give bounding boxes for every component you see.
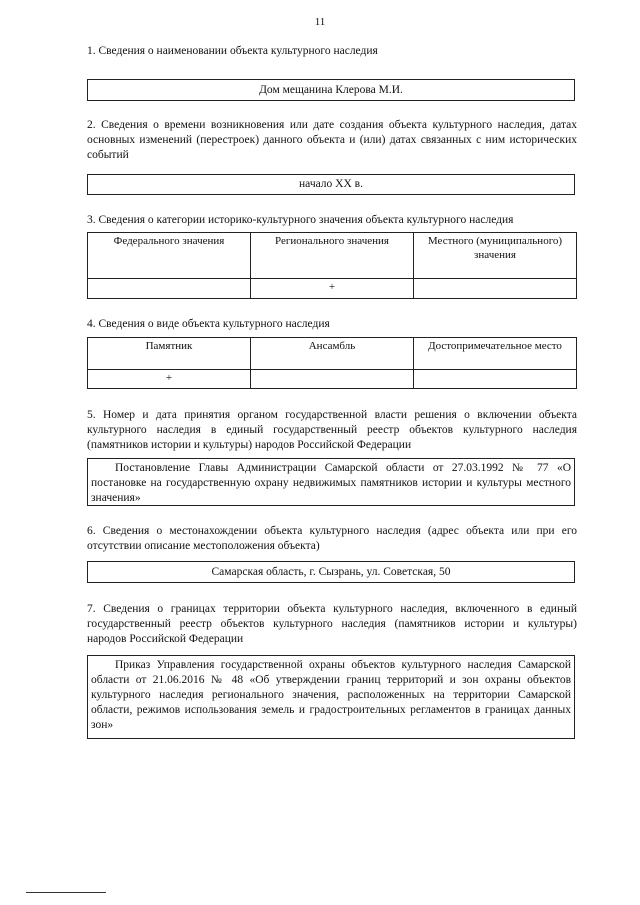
boundary-order-line: области от 21.06.2016 № 48 «Об утверждении границ территорий и зон охраны объектов bbox=[91, 674, 571, 686]
type-mark: + bbox=[88, 370, 251, 389]
object-type-table bbox=[87, 337, 577, 389]
category-mark bbox=[88, 279, 251, 299]
section-7-value-box bbox=[87, 655, 575, 739]
type-mark bbox=[414, 370, 577, 389]
section-6-value-box bbox=[87, 561, 575, 583]
type-column-header: Достопримечательное место bbox=[414, 338, 577, 370]
section-1-heading: 1. Сведения о наименовании объекта культурного наследия bbox=[87, 45, 378, 57]
section-6-heading-line: отсутствии описание местоположения объекта) bbox=[87, 540, 320, 552]
footnote-divider bbox=[26, 892, 106, 893]
section-2-heading bbox=[87, 118, 577, 163]
section-7-heading bbox=[87, 602, 577, 647]
decision-line: постановке на государственную охрану недвижимых памятников истории и культуры местного bbox=[91, 477, 571, 489]
section-2-heading-line: событий bbox=[87, 149, 129, 161]
category-mark bbox=[414, 279, 577, 299]
decision-line: значения» bbox=[91, 492, 141, 504]
section-5-heading-line: 5. Номер и дата принятия органом государственной власти решения о включении объекта bbox=[87, 409, 577, 421]
object-name: Дом мещанина Клерова М.И. bbox=[259, 84, 403, 96]
section-5-heading bbox=[87, 408, 577, 453]
section-7-heading-line: государственный реестр объектов культурного наследия (памятников истории и культуры) bbox=[87, 618, 577, 630]
section-1-value-box bbox=[87, 79, 575, 101]
page-number: 11 bbox=[314, 16, 326, 28]
type-mark bbox=[251, 370, 414, 389]
section-5-heading-line: (памятников истории и культуры) народов Российской Федерации bbox=[87, 439, 412, 451]
category-column-header: Регионального значения bbox=[251, 233, 414, 279]
section-6-heading-line: 6. Сведения о местонахождении объекта культурного наследия (адрес объекта или при его bbox=[87, 525, 577, 537]
section-3-heading: 3. Сведения о категории историко-культурного значения объекта культурного наследия bbox=[87, 214, 514, 226]
category-table bbox=[87, 232, 577, 299]
section-2-heading-line: основных изменений (перестроек) данного объекта и (или) датах связанных с ним исторических bbox=[87, 134, 577, 146]
section-5-value-box bbox=[87, 458, 575, 506]
section-5-heading-line: культурного наследия в единый государственный реестр объектов культурного наследия bbox=[87, 424, 577, 436]
type-column-header: Ансамбль bbox=[251, 338, 414, 370]
boundary-order-line: зон» bbox=[91, 719, 114, 731]
section-6-heading bbox=[87, 524, 577, 554]
category-column-header: Федерального значения bbox=[88, 233, 251, 279]
decision-line: Постановление Главы Администрации Самарской области от 27.03.1992 № 77 «О bbox=[115, 462, 571, 474]
section-7-heading-line: 7. Сведения о границах территории объекта культурного наследия, включенного в единый bbox=[87, 603, 577, 615]
boundary-order-line: области, режимов использования земель и градостроительных регламентов в границах данных bbox=[91, 704, 571, 716]
object-address: Самарская область, г. Сызрань, ул. Советская, 50 bbox=[211, 566, 451, 578]
category-column-header: Местного (муниципального) значения bbox=[414, 233, 577, 279]
creation-date: начало ХХ в. bbox=[299, 178, 363, 190]
section-4-heading: 4. Сведения о виде объекта культурного наследия bbox=[87, 318, 330, 330]
boundary-order-line: культурного наследия регионального значения, расположенных на территории Самарской bbox=[91, 689, 571, 701]
boundary-order-line: Приказ Управления государственной охраны объектов культурного наследия Самарской bbox=[115, 659, 571, 671]
section-2-heading-line: 2. Сведения о времени возникновения или дате создания объекта культурного наследия, датах bbox=[87, 119, 577, 131]
category-mark: + bbox=[251, 279, 414, 299]
section-2-value-box bbox=[87, 174, 575, 195]
section-7-heading-line: народов Российской Федерации bbox=[87, 633, 244, 645]
type-column-header: Памятник bbox=[88, 338, 251, 370]
